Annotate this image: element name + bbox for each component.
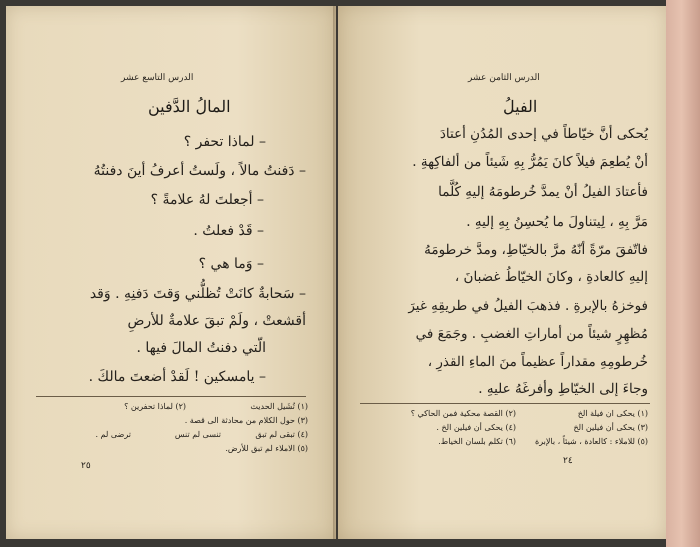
- text-line: فوخزهُ بالإبرةِ . فذهبَ الفيلُ في طريقِهِ غيرَ: [408, 298, 648, 314]
- footnote: (١) تُشَيل الحديث: [250, 402, 308, 411]
- text-line: مُظهِرٍ شيئاً من أماراتِ الغضبِ . وجَمَعَ في: [415, 326, 648, 342]
- footnote: (١) يحكى ان فيلة الخ: [577, 409, 648, 418]
- footnote: (٣) حول الكلام من محادثة الى قصة .: [184, 416, 308, 425]
- lesson-title: الفيلُ: [503, 97, 538, 116]
- text-line: – يامسكين ! لَقدْ أضعتَ مالكَ .: [88, 369, 266, 385]
- footnote-separator: [360, 403, 650, 404]
- lesson-title: المالُ الدَّفين: [148, 97, 231, 116]
- footnote: تنسى لم تنس: [174, 430, 221, 439]
- text-line: مَرَّ بِهِ ، لِيتناولَ ما يُحسِنُ بِهِ إليهِ .: [466, 214, 648, 230]
- footnote: (٢) لماذا تحفرين ؟: [124, 402, 186, 411]
- footnote-separator: [36, 396, 306, 397]
- footnote: (٥) الاملاء لم تبق للأرض.: [225, 444, 308, 453]
- text-line: إليهِ كالعادةِ ، وكانَ الخيّاطُ غضبانَ ،: [454, 269, 648, 285]
- text-line: – لماذا تحفر ؟: [183, 134, 266, 150]
- footnote: (٥) للاملاء : كالعادة ، شيئاً ، بالإبرة: [535, 437, 648, 446]
- lesson-header: الدرس التاسع عشر: [121, 73, 194, 83]
- footnote: ترضى لم .: [95, 430, 131, 439]
- text-line: – دَفنتُ مالاً ، ولَستُ أعرفُ أينَ دفنتُهُ: [93, 163, 306, 179]
- text-line: – وَما هي ؟: [198, 256, 264, 272]
- left-page: [6, 6, 336, 539]
- text-line: يُحكى أنَّ خيّاطاً في إحدى المُدُنِ أعتادَ: [439, 126, 648, 142]
- page-number: ٢٥: [81, 461, 91, 471]
- text-line: فأعتادَ الفيلُ أنْ يمدَّ خُرطومَهُ إليهِ كُلَّما: [438, 184, 648, 200]
- text-line: – سَحابةٌ كانَتْ تُظلُّني وَقتَ دَفنِهِ . وَقد: [89, 286, 306, 302]
- footnote: (٢) القصة محكية فمن الحاكي ؟: [410, 409, 516, 418]
- footnote: (٦) تكلم بلسان الخياط.: [438, 437, 516, 446]
- footnote: (٤) تبقى لم تبق: [255, 430, 308, 439]
- page-edge: [666, 0, 700, 547]
- text-line: الّتي دفنتُ المالَ فيها .: [136, 340, 266, 356]
- text-line: وجاءَ إلى الخيّاطِ وأفرغَهُ عليهِ .: [478, 381, 648, 397]
- lesson-header: الدرس الثامن عشر: [468, 73, 540, 83]
- text-line: – قَدْ فعلتُ .: [193, 223, 264, 239]
- footnote: (٣) يحكى أن فيلين الخ: [573, 423, 648, 432]
- page-number: ٢٤: [563, 456, 573, 466]
- text-line: أنْ يُطعِمَ فيلاً كانَ يَمُرُّ بِهِ شَيئاً من ألفاكِهةِ .: [412, 154, 648, 170]
- right-page: [338, 6, 666, 539]
- footnote: (٤) يحكى أن فيلين الخ .: [436, 423, 516, 432]
- text-line: أقشعتْ ، ولَمْ تبقَ علامةٌ للأرضِ: [127, 313, 306, 329]
- text-line: فاتّفقَ مرّةً أنّهُ مرَّ بالخيّاطِ، ومدَّ خرطومَهُ: [424, 242, 648, 258]
- text-line: خُرطومِهِ مقداراً عظيماً منَ الماءِ القذرِ ،: [427, 354, 648, 370]
- text-line: – أجعلتَ لهُ علامةً ؟: [150, 192, 264, 208]
